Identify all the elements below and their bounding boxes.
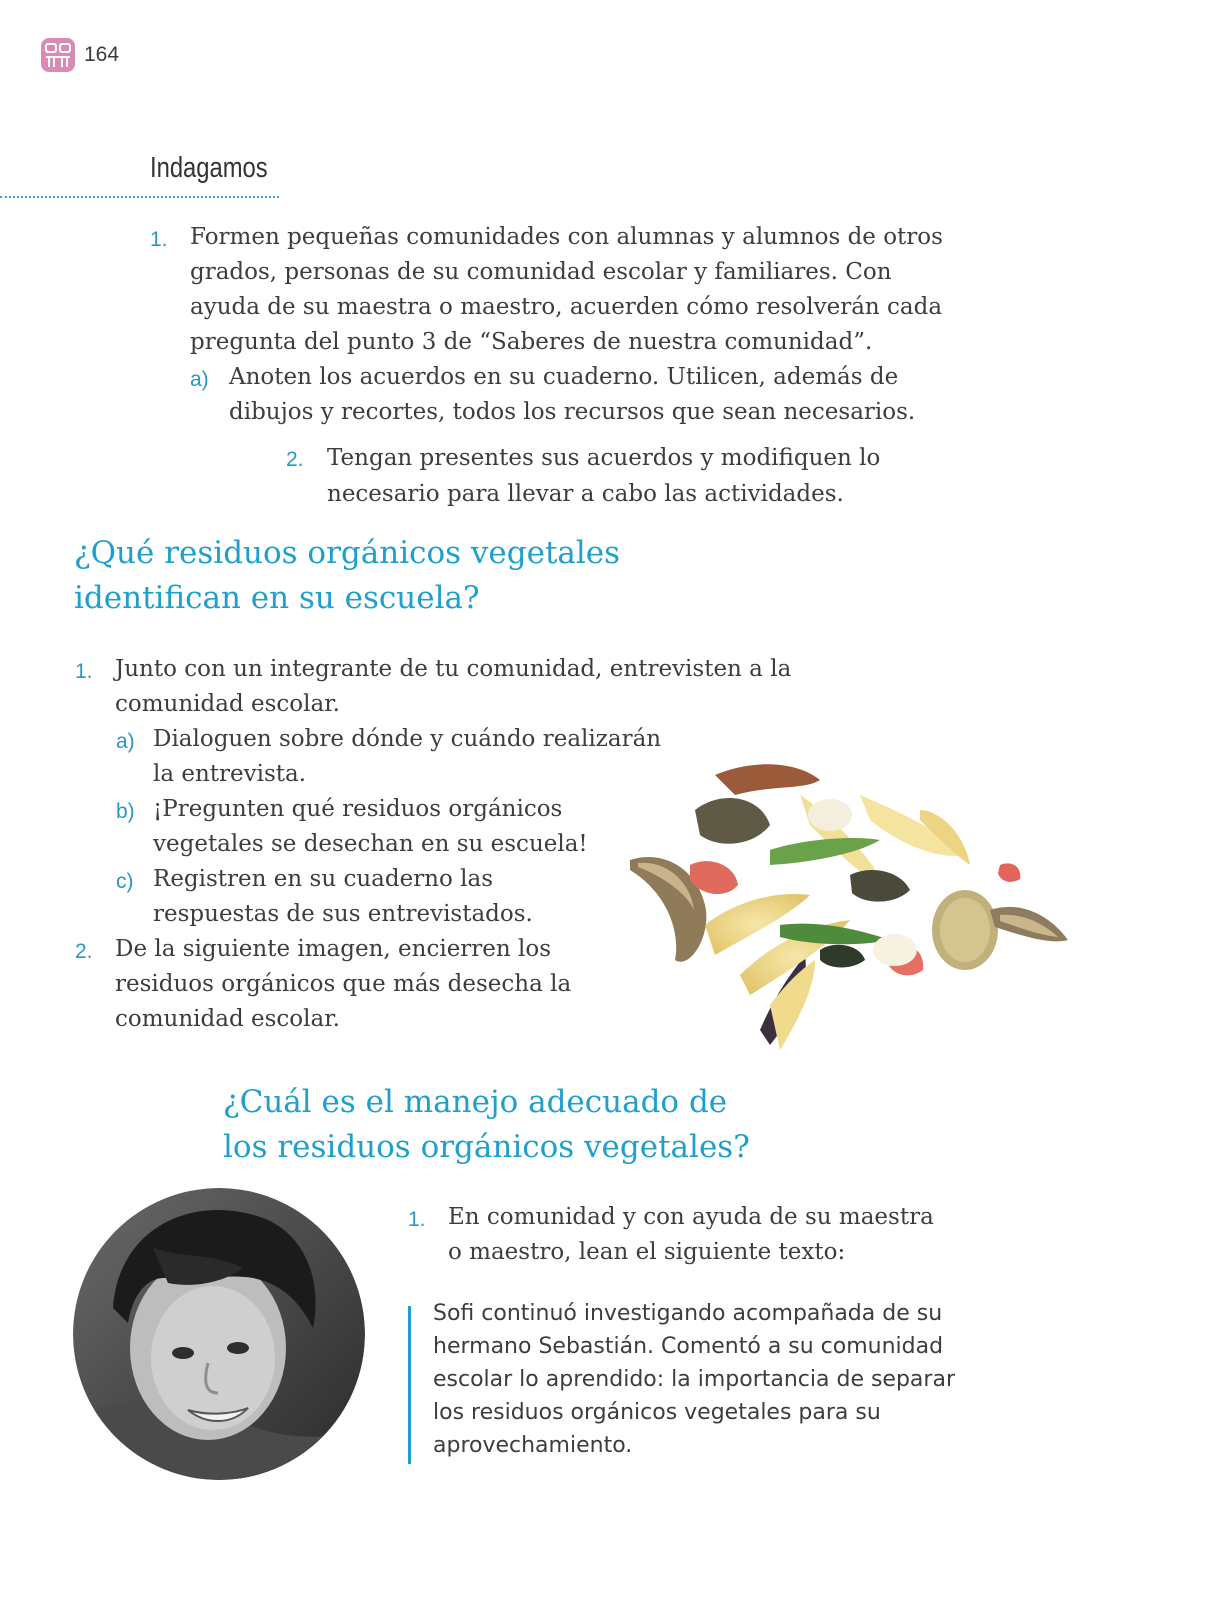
text-line: comunidad escolar. [115,1006,340,1032]
text-line: Dialoguen sobre dónde y cuándo realizarán [153,726,662,752]
text-line: grados, personas de su comunidad escolar y familiares. Con [190,259,892,285]
item-number: 1. [150,228,168,251]
item-letter: c) [116,870,134,893]
item-number: 1. [408,1208,426,1231]
reading-quote [433,1297,1033,1462]
text-line: De la siguiente imagen, encierren los [115,936,552,962]
text-line: comunidad escolar. [115,691,340,717]
text-line: Anoten los acuerdos en su cuaderno. Utilicen, además de [229,364,899,390]
item-letter: a) [190,368,209,391]
page-number: 164 [84,43,120,66]
text-line: vegetales se desechan en su escuela! [153,831,588,857]
text-line: ayuda de su maestra o maestro, acuerden cómo resolverán cada [190,294,943,320]
page-glyph-icon [41,38,75,72]
heading-manejo-residuos [223,1080,750,1170]
item-number: 2. [75,940,93,963]
item-number: 1. [75,660,93,683]
heading-line: identifican en su escuela? [74,580,480,616]
text-line: pregunta del punto 3 de “Saberes de nuestra comunidad”. [190,329,873,355]
section-divider [0,196,279,198]
heading-line: ¿Cuál es el manejo adecuado de [223,1084,728,1120]
text-line: Formen pequeñas comunidades con alumnas y alumnos de otros [190,224,943,250]
organic-waste-photo [620,755,1075,1060]
quote-line: Sofi continuó investigando acompañada de su [433,1301,943,1326]
text-line: Tengan presentes sus acuerdos y modifiquen lo [327,445,881,471]
quote-line: los residuos orgánicos vegetales para su [433,1400,881,1425]
text-line: Registren en su cuaderno las [153,866,494,892]
quote-line: escolar lo aprendido: la importancia de separar [433,1367,955,1392]
text-line: necesario para llevar a cabo las actividades. [327,481,844,507]
quote-line: hermano Sebastián. Comentó a su comunidad [433,1334,944,1359]
item-letter: b) [116,800,135,823]
quote-line: aprovechamiento. [433,1433,633,1458]
item-letter: a) [116,730,135,753]
item-number: 2. [286,448,304,471]
text-line: o maestro, lean el siguiente texto: [448,1239,846,1265]
text-line: la entrevista. [153,761,307,787]
heading-line: los residuos orgánicos vegetales? [223,1129,750,1165]
text-line: Junto con un integrante de tu comunidad, entrevisten a la [115,656,792,682]
text-line: En comunidad y con ayuda de su maestra [448,1204,934,1230]
student-portrait-photo [73,1188,365,1480]
section-title: Indagamos [150,152,268,184]
heading-residuos-escuela [74,531,620,621]
text-line: residuos orgánicos que más desecha la [115,971,572,997]
text-line: respuestas de sus entrevistados. [153,901,533,927]
text-line: ¡Pregunten qué residuos orgánicos [153,796,563,822]
text-line: dibujos y recortes, todos los recursos que sean necesarios. [229,399,916,425]
quote-bar [408,1306,411,1464]
heading-line: ¿Qué residuos orgánicos vegetales [74,535,621,571]
